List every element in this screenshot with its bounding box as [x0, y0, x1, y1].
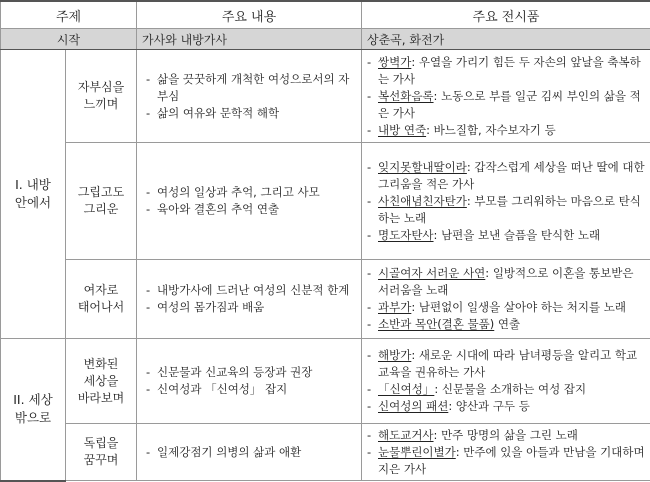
exhibit-item [366, 193, 646, 227]
section-label-line: I. 내방 [1, 176, 65, 194]
exhibit-item [366, 54, 646, 88]
exhibit-item [366, 444, 646, 478]
section-label-line: II. 세상 [1, 391, 65, 409]
exhibit-title: 해방가 [378, 348, 411, 362]
exhibit-desc: : 남편을 보낸 슬픔을 탄식한 노래 [434, 228, 601, 242]
content-item: - 일제강점기 의병의 삶과 애환 [145, 444, 357, 461]
content-item: - 여성의 일상과 추억, 그리고 사모 [145, 184, 357, 201]
exhibit-item [366, 122, 646, 139]
content-item: - 삶의 여유와 문학적 해학 [145, 105, 357, 122]
header-theme: 주제 [1, 1, 137, 29]
section-label [1, 50, 66, 339]
exhibit-desc: : 갑작스럽게 세상을 떠난 딸에 대한 그리움을 적은 가사 [378, 160, 645, 191]
exhibit-desc: : 만주에 있을 아들과 만남을 기대하며 지은 가사 [378, 445, 645, 476]
exhibit-item [366, 316, 646, 333]
exhibit-title: 눈물뿌린이별가 [378, 445, 456, 459]
subtheme-label [66, 424, 137, 481]
subtheme-label [66, 339, 137, 424]
exhibit-desc: : 남편없이 일생을 살아야 하는 처지를 노래 [411, 300, 626, 314]
exhibit-title: 소반과 목안(결혼 물품) [378, 317, 494, 331]
subtheme-label-line: 자부심을 [66, 79, 136, 96]
exhibit-title: 해도교거사 [378, 428, 434, 442]
exhibit-item [366, 227, 646, 244]
content-item: - 삶을 끗꿋하게 개척한 여성으로서의 자부심 [145, 71, 357, 105]
exhibit-item [366, 299, 646, 316]
subtheme-label-line: 그립고도 [66, 184, 136, 201]
exhibit-item [366, 265, 646, 299]
content-item: - 여성의 몸가짐과 배움 [145, 299, 357, 316]
content-cell [137, 143, 362, 260]
exhibit-title: 과부가 [378, 300, 411, 314]
exhibit-item [366, 159, 646, 193]
subtheme-label-line: 그리운 [66, 201, 136, 218]
header-row [1, 1, 650, 29]
subtheme-label-line: 여자로 [66, 282, 136, 299]
exhibit-title: 사친애념친자탄가 [378, 194, 467, 208]
exhibit-item [366, 427, 646, 444]
start-content: 가사와 내방가사 [137, 29, 362, 50]
subtheme-label-line: 세상을 [66, 373, 136, 390]
section-label-line: 밖으로 [1, 409, 65, 427]
exhibit-title: 「신여성」 [378, 382, 434, 396]
exhibit-cell [362, 424, 650, 481]
exhibit-desc: 연출 [494, 317, 520, 331]
section-label-line: 안에서 [1, 194, 65, 212]
content-item: - 신문물과 신교육의 등장과 권장 [145, 364, 357, 381]
subtheme-label-line: 변화된 [66, 356, 136, 373]
exhibit-desc: : 새로운 시대에 따라 남녀평등을 알리고 학교교육을 권유하는 가사 [378, 348, 637, 379]
header-exhibits: 주요 전시품 [362, 1, 650, 29]
start-label: 시작 [1, 29, 137, 50]
content-cell [137, 424, 362, 481]
content-cell [137, 260, 362, 339]
content-cell [137, 50, 362, 143]
subtheme-label-line: 느끼며 [66, 96, 136, 113]
section-label [1, 339, 66, 481]
subtheme-label-line: 바라보며 [66, 390, 136, 407]
subtheme-label [66, 143, 137, 260]
exhibit-desc: : 신문물을 소개하는 여성 잡지 [434, 382, 586, 396]
exhibit-title: 시골여자 서러운 사연 [378, 266, 485, 280]
start-row [1, 29, 650, 50]
exhibit-desc: : 일방적으로 이혼을 통보받은 서러움을 노래 [378, 266, 633, 297]
content-item: - 신여성과 「신여성」 잡지 [145, 381, 357, 398]
exhibit-item [366, 347, 646, 381]
subtheme-label-line: 독립을 [66, 435, 136, 452]
exhibit-title: 쌍벽가 [378, 55, 411, 69]
table-row [1, 143, 650, 260]
exhibit-title: 내방 연죽 [378, 123, 426, 137]
exhibit-cell [362, 50, 650, 143]
exhibit-desc: : 노동으로 부를 일군 김씨 부인의 삶을 적은 가사 [378, 89, 641, 120]
exhibit-desc: : 우열을 가리기 힘든 두 자손의 앞날을 축복하는 가사 [378, 55, 641, 86]
table-row [1, 50, 650, 143]
subtheme-label [66, 260, 137, 339]
table-row [1, 339, 650, 424]
exhibit-desc: : 바느질함, 자수보자기 등 [426, 123, 556, 137]
exhibit-item [366, 88, 646, 122]
table-row [1, 424, 650, 481]
exhibit-desc: : 양산과 구두 등 [448, 399, 530, 413]
header-content: 주요 내용 [137, 1, 362, 29]
table-row [1, 260, 650, 339]
exhibit-title: 잊지못할내딸이라 [378, 160, 467, 174]
content-item: - 육아와 결혼의 추억 연출 [145, 201, 357, 218]
content-cell [137, 339, 362, 424]
exhibit-title: 명도자탄사 [378, 228, 434, 242]
exhibit-title: 신여성의 패션 [378, 399, 448, 413]
exhibit-cell [362, 260, 650, 339]
exhibit-desc: : 만주 망명의 삶을 그린 노래 [434, 428, 578, 442]
exhibit-cell [362, 339, 650, 424]
exhibit-cell [362, 143, 650, 260]
exhibit-item [366, 398, 646, 415]
exhibit-title: 복선화음록 [378, 89, 434, 103]
subtheme-label [66, 50, 137, 143]
exhibit-item [366, 381, 646, 398]
exhibit-desc: : 부모를 그리워하는 마음으로 탄식하는 노래 [378, 194, 641, 225]
content-item: - 내방가사에 드러난 여성의 신분적 한계 [145, 282, 357, 299]
subtheme-label-line: 꿈꾸며 [66, 452, 136, 469]
start-exhibits: 상춘곡, 화전가 [362, 29, 650, 50]
subtheme-label-line: 태어나서 [66, 299, 136, 316]
